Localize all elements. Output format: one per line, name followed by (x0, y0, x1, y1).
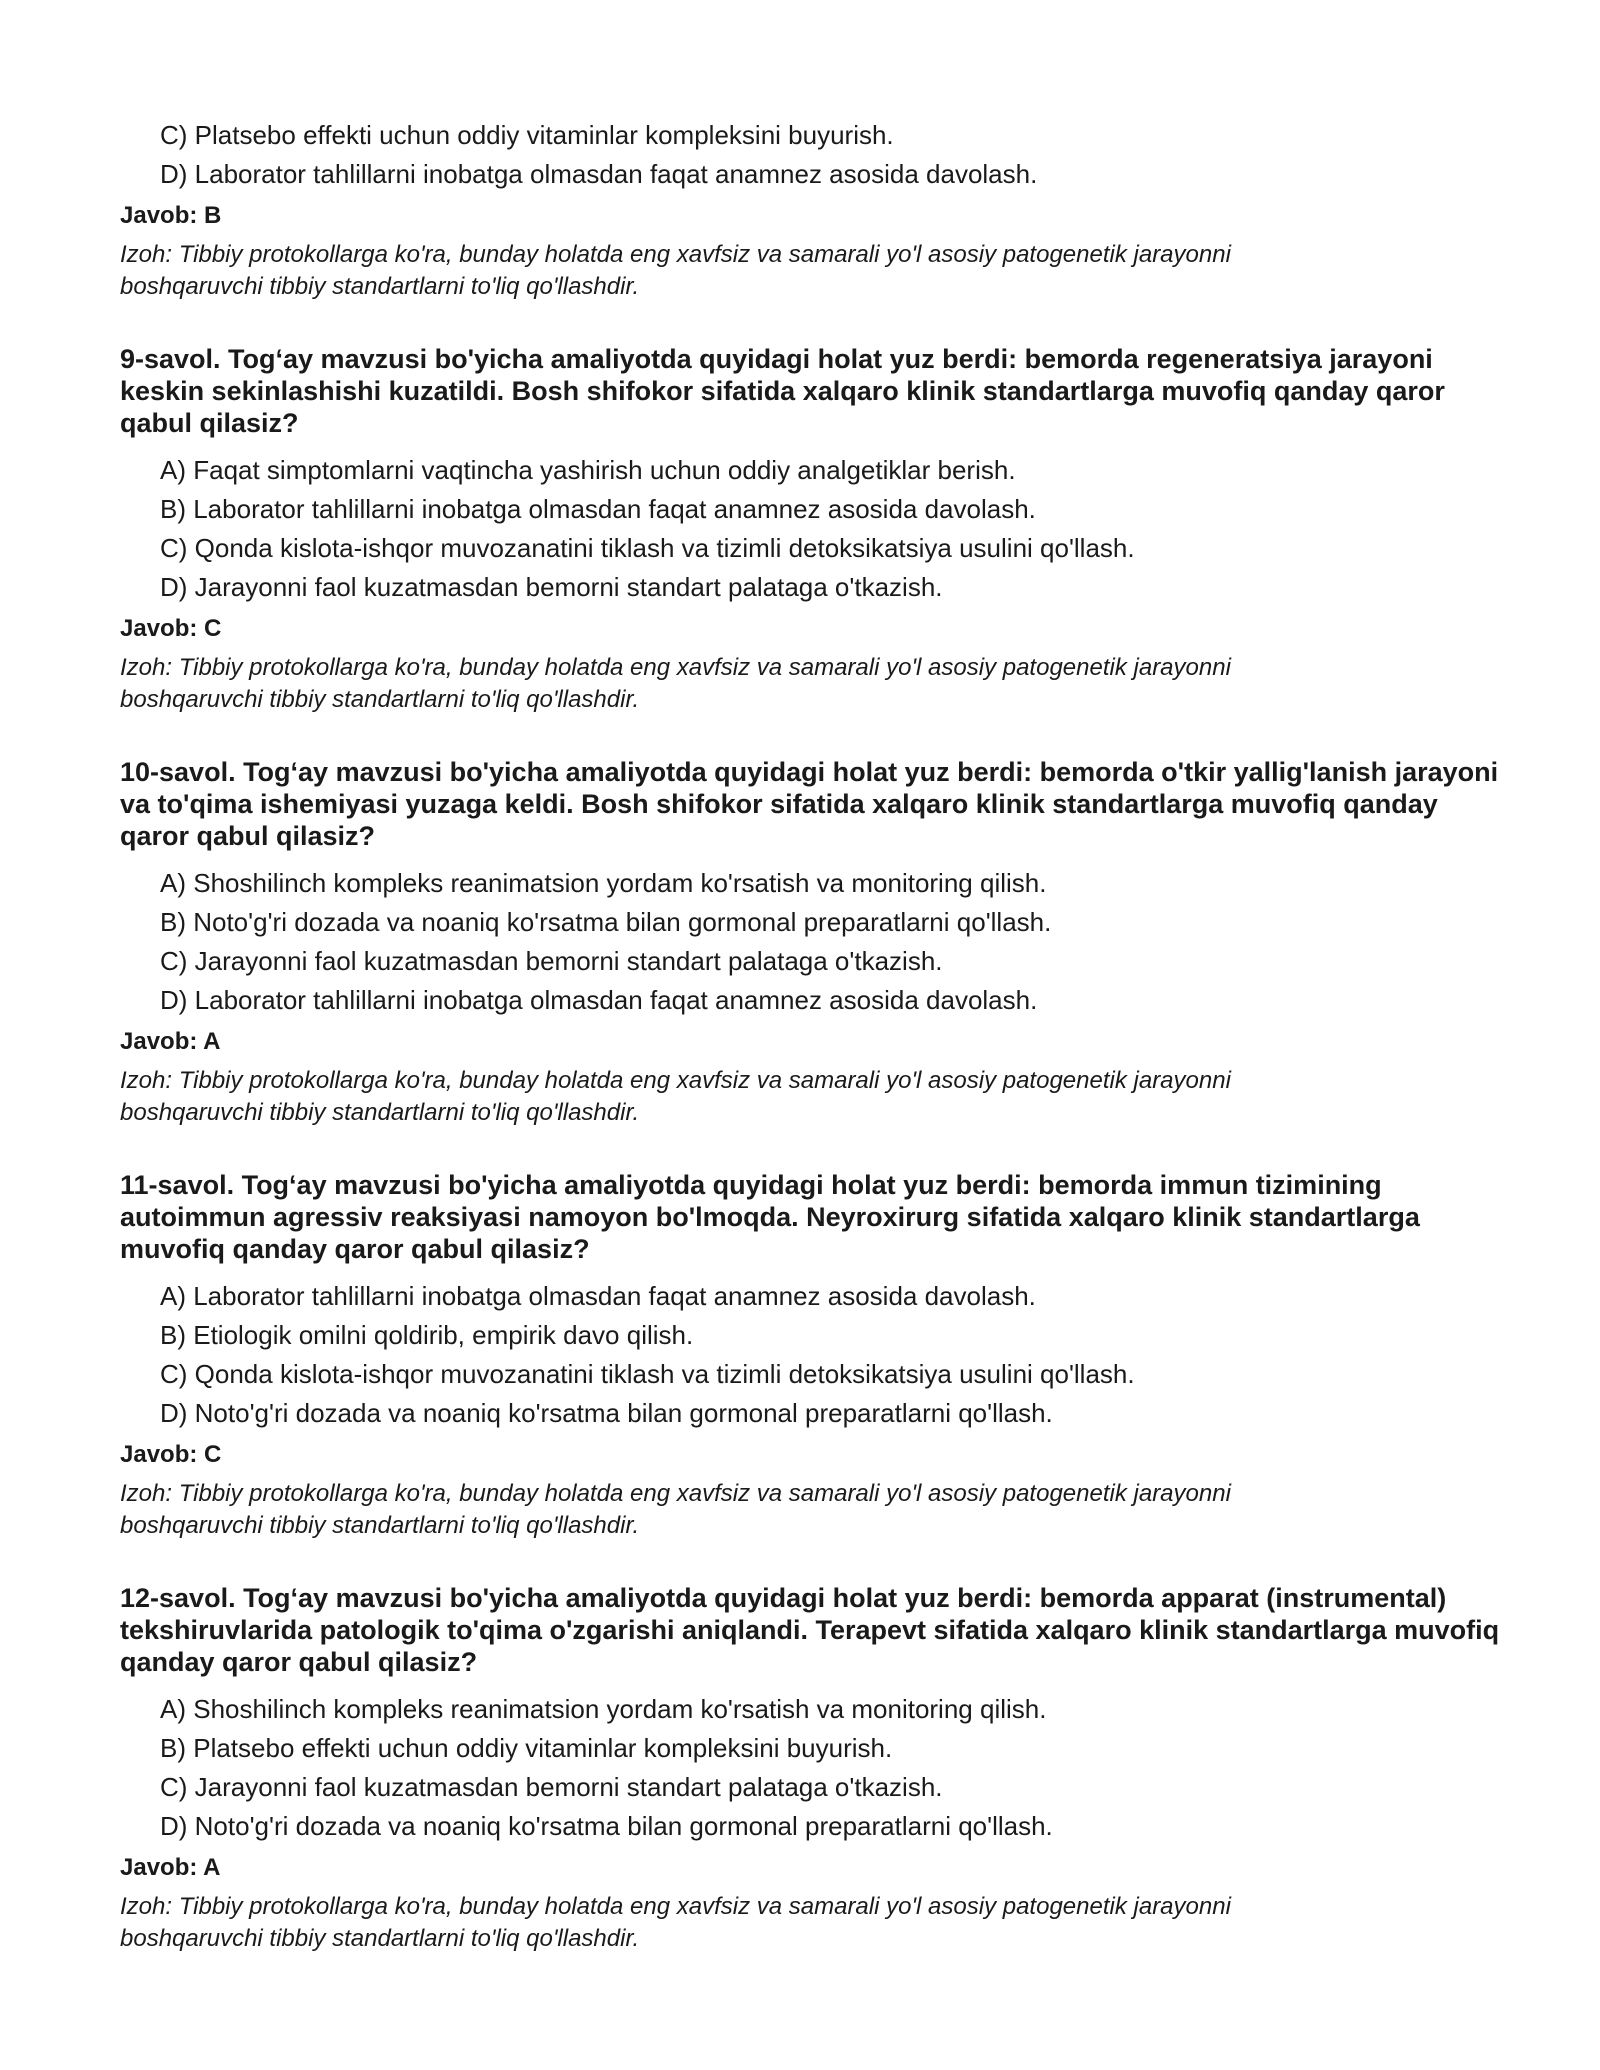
correct-answer: Javob: C (120, 615, 222, 642)
answer-option-b: B) Platsebo effekti uchun oddiy vitaminlar kompleksini buyurish. (160, 1733, 893, 1763)
question-block (120, 1582, 1500, 1955)
explanation-note: Izoh: Tibbiy protokollarga ko'ra, bunday holatda eng xavfsiz va samarali yo'l asosiy patogenetik jarayonni boshqaruvchi tibbiy standartlarni to'liq qo'llashdir. (120, 1067, 1231, 1126)
answer-option-c: C) Qonda kislota-ishqor muvozanatini tiklash va tizimli detoksikatsiya usulini qo'llash. (160, 533, 1135, 563)
answer-option-d: D) Laborator tahlillarni inobatga olmasdan faqat anamnez asosida davolash. (160, 159, 1038, 189)
explanation-note: Izoh: Tibbiy protokollarga ko'ra, bunday holatda eng xavfsiz va samarali yo'l asosiy patogenetik jarayonni boshqaruvchi tibbiy standartlarni to'liq qo'llashdir. (120, 1480, 1231, 1539)
question-text: 11-savol. Tog‘ay mavzusi bo'yicha amaliyotda quyidagi holat yuz berdi: bemorda immun tizimining autoimmun agressiv reaksiyasi namoyon bo'lmoqda. Neyroxirurg sifatida xalqaro klinik standartlarga muvofiq qanday qaror qabul qilasiz? (120, 1170, 1420, 1264)
explanation-note: Izoh: Tibbiy protokollarga ko'ra, bunday holatda eng xavfsiz va samarali yo'l asosiy patogenetik jarayonni boshqaruvchi tibbiy standartlarni to'liq qo'llashdir. (120, 1893, 1231, 1952)
correct-answer: Javob: A (120, 1854, 221, 1881)
explanation-note: Izoh: Tibbiy protokollarga ko'ra, bunday holatda eng xavfsiz va samarali yo'l asosiy patogenetik jarayonni boshqaruvchi tibbiy standartlarni to'liq qo'llashdir. (120, 241, 1231, 300)
question-text: 12-savol. Tog‘ay mavzusi bo'yicha amaliyotda quyidagi holat yuz berdi: bemorda apparat (instrumental) tekshiruvlarida patologik to'qima o'zgarishi aniqlandi. Terapevt sifatida xalqaro klinik standartlarga muvofiq qanday qaror qabul qilasiz? (120, 1583, 1500, 1677)
answer-option-b: B) Noto'g'ri dozada va noaniq ko'rsatma bilan gormonal preparatlarni qo'llash. (160, 907, 1052, 937)
explanation-note: Izoh: Tibbiy protokollarga ko'ra, bunday holatda eng xavfsiz va samarali yo'l asosiy patogenetik jarayonni boshqaruvchi tibbiy standartlarni to'liq qo'llashdir. (120, 654, 1231, 713)
answer-option-a: A) Shoshilinch kompleks reanimatsion yordam ko'rsatish va monitoring qilish. (160, 868, 1047, 898)
document-page (120, 118, 1500, 1955)
question-fragment (120, 118, 1500, 303)
answer-option-d: D) Noto'g'ri dozada va noaniq ko'rsatma bilan gormonal preparatlarni qo'llash. (160, 1398, 1053, 1428)
correct-answer: Javob: C (120, 1441, 222, 1468)
answer-option-d: D) Noto'g'ri dozada va noaniq ko'rsatma bilan gormonal preparatlarni qo'llash. (160, 1811, 1053, 1841)
answer-option-b: B) Laborator tahlillarni inobatga olmasdan faqat anamnez asosida davolash. (160, 494, 1036, 524)
answer-option-a: A) Shoshilinch kompleks reanimatsion yordam ko'rsatish va monitoring qilish. (160, 1694, 1047, 1724)
correct-answer: Javob: B (120, 202, 222, 229)
correct-answer: Javob: A (120, 1028, 221, 1055)
question-text: 10-savol. Tog‘ay mavzusi bo'yicha amaliyotda quyidagi holat yuz berdi: bemorda o'tkir yallig'lanish jarayoni va to'qima ishemiyasi yuzaga keldi. Bosh shifokor sifatida xalqaro klinik standartlarga muvofiq qanday qaror qabul qilasiz? (120, 757, 1499, 851)
answer-option-a: A) Laborator tahlillarni inobatga olmasdan faqat anamnez asosida davolash. (160, 1281, 1036, 1311)
answer-option-c: C) Qonda kislota-ishqor muvozanatini tiklash va tizimli detoksikatsiya usulini qo'llash. (160, 1359, 1135, 1389)
answer-option-c: C) Jarayonni faol kuzatmasdan bemorni standart palataga o'tkazish. (160, 946, 943, 976)
answer-option-c: C) Jarayonni faol kuzatmasdan bemorni standart palataga o'tkazish. (160, 1772, 943, 1802)
question-text: 9-savol. Tog‘ay mavzusi bo'yicha amaliyotda quyidagi holat yuz berdi: bemorda regeneratsiya jarayoni keskin sekinlashishi kuzatildi. Bosh shifokor sifatida xalqaro klinik standartlarga muvofiq qanday qaror qabul qilasiz? (120, 344, 1445, 438)
answer-option-d: D) Jarayonni faol kuzatmasdan bemorni standart palataga o'tkazish. (160, 572, 943, 602)
answer-option-b: B) Etiologik omilni qoldirib, empirik davo qilish. (160, 1320, 694, 1350)
answer-option-c: C) Platsebo effekti uchun oddiy vitaminlar kompleksini buyurish. (160, 120, 894, 150)
question-block (120, 756, 1500, 1129)
answer-option-d: D) Laborator tahlillarni inobatga olmasdan faqat anamnez asosida davolash. (160, 985, 1038, 1015)
question-block (120, 343, 1500, 716)
answer-option-a: A) Faqat simptomlarni vaqtincha yashirish uchun oddiy analgetiklar berish. (160, 455, 1016, 485)
question-block (120, 1169, 1500, 1542)
